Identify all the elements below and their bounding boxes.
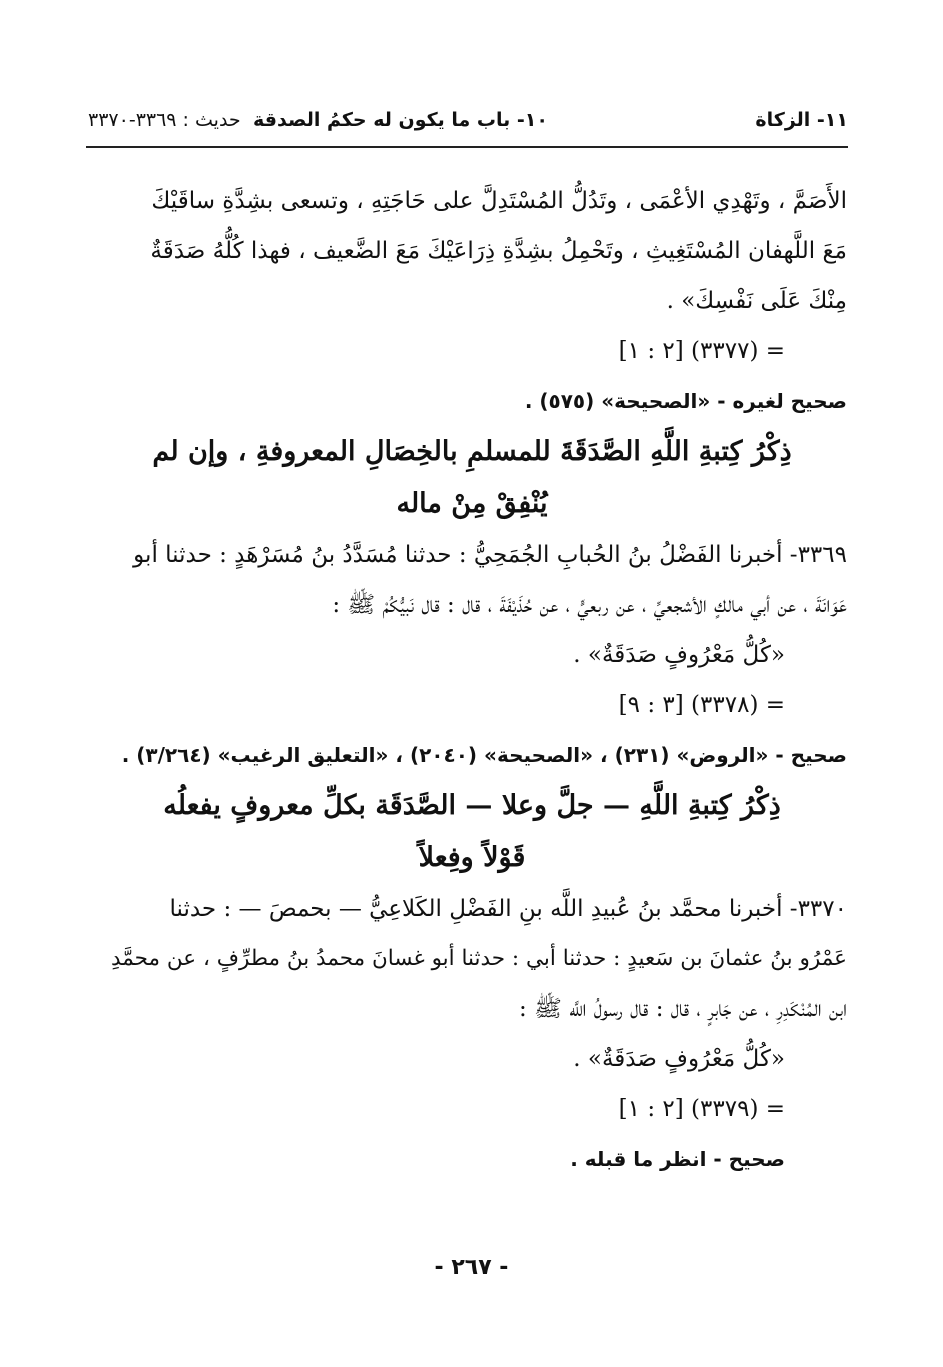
running-header <box>88 103 848 143</box>
header-divider <box>86 146 848 148</box>
section-heading: ذِكْرُ كِتبةِ اللَّهِ — جلَّ وعلا — الصَّدَقَة بكلِّ معروفٍ يفعلُه <box>163 790 781 821</box>
cross-reference: = (٣٣٧٩) [٢ : ١] <box>618 1096 785 1122</box>
hadith-grade: صحيح لغيره - «الصحيحة» (٥٧٥) . <box>524 389 847 413</box>
hadith-text-line: ابن المُنْكَدِرِ ، عن جَابرٍ ، قال : قال رسولُ اللَّه ﷺ : <box>519 996 847 1022</box>
hadith-grade: صحيح - «الروض» (٢٣١) ، «الصحيحة» (٢٠٤٠) ، «التعليق الرغيب» (٣/٢٦٤) . <box>121 743 847 767</box>
page-body <box>97 176 847 1184</box>
header-hadith-range: حديث : ٣٣٦٩-٣٣٧٠ <box>88 109 241 131</box>
hadith-text-line: ٣٣٦٩- أخبرنا الفَضْلُ بنُ الحُبابِ الجُمَحِيُّ : حدثنا مُسَدَّدُ بنُ مُسَرْهَدٍ : حدثنا أبو <box>133 542 847 568</box>
page-number: - ٢٦٧ - <box>434 1255 509 1280</box>
section-heading: قَوْلاً وفِعلاً <box>418 842 526 873</box>
hadith-text-line: ٣٣٧٠- أخبرنا محمَّد بنُ عُبيدِ اللَّه بنِ الفَضْلِ الكَلاعِيُّ — بحمصَ — : حدثنا <box>169 896 847 922</box>
header-section-title: ١٠- باب ما يكون له حكمُ الصدقة <box>253 109 548 131</box>
hadith-grade: صحيح - انظر ما قبله . <box>570 1147 785 1171</box>
hadith-text-line: «كُلُّ مَعْرُوفٍ صَدَقَةٌ» . <box>573 1046 785 1072</box>
text-line: الأَصَمَّ ، وتَهْدِي الأعْمَى ، وتَدُلُّ المُسْتَدِلَّ على حَاجَتِهِ ، وتسعى بشِدَّةِ ساقَيْكَ <box>151 188 847 214</box>
text-line: مِنْكَ عَلَى نَفْسِكَ» . <box>666 288 847 314</box>
cross-reference: = (٣٣٧٧) [٢ : ١] <box>618 338 785 364</box>
hadith-text-line: عَمْرُو بنُ عثمانَ بن سَعيدٍ : حدثنا أبي : حدثنا أبو غسانَ محمدُ بنُ مطرِّفٍ ، عن محمَّدِ <box>110 946 847 971</box>
hadith-text-line: «كُلُّ مَعْرُوفٍ صَدَقَةٌ» . <box>573 642 785 668</box>
section-heading: يُنْفِقْ مِنْ ماله <box>396 488 548 519</box>
cross-reference: = (٣٣٧٨) [٣ : ٩] <box>618 692 785 718</box>
header-chapter: ١١- الزكاة <box>755 109 848 131</box>
hadith-text-line: عَوَانَةَ ، عن أبي مالكٍ الأشجعيِّ ، عن ربعيٍّ ، عن حُذَيْفَةَ ، قال : قال نَبيُّكُمْ ﷺ : <box>332 592 847 618</box>
section-heading: ذِكْرُ كِتبةِ اللَّهِ الصَّدَقَةَ للمسلمِ بالخِصَالِ المعروفةِ ، وإن لم <box>152 436 792 467</box>
text-line: مَعَ اللَّهفان المُسْتَغِيثِ ، وتَحْمِلُ بشِدَّةِ ذِرَاعَيْكَ مَعَ الضَّعيف ، فهذا كُلُّهُ صَدَقَةٌ <box>150 238 847 264</box>
